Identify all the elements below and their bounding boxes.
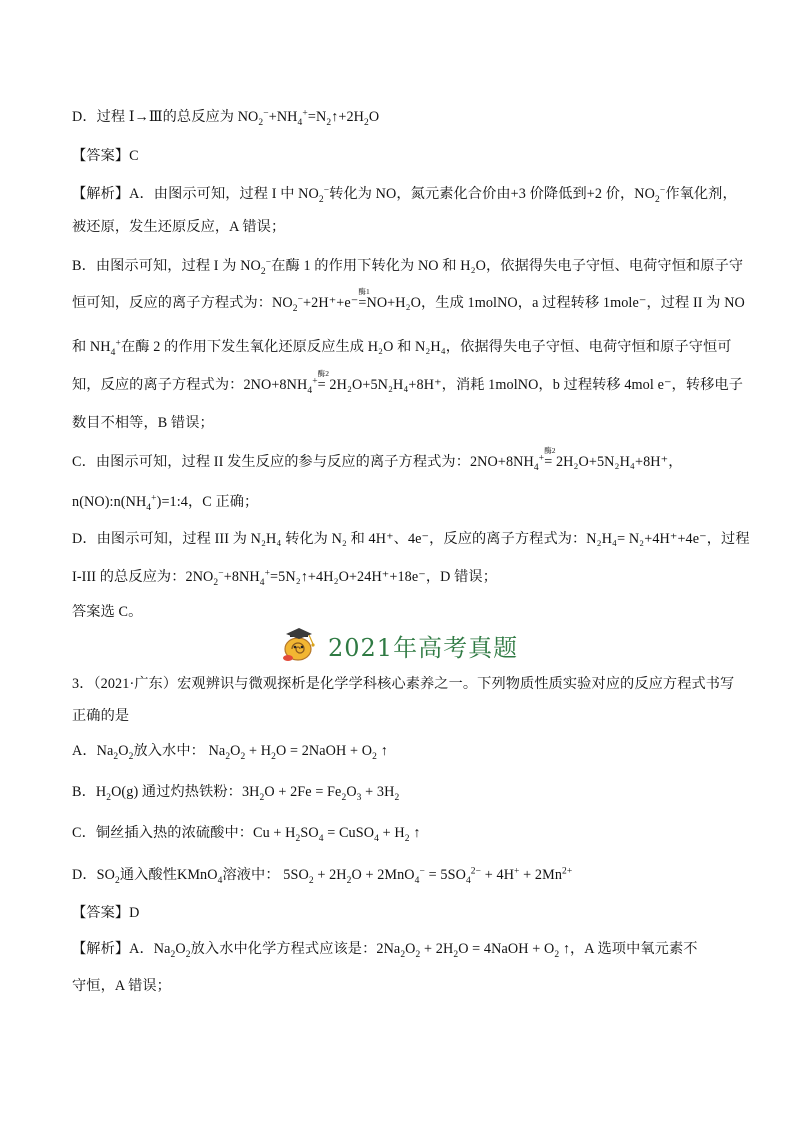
analysis-b-text-rest: 在酶 1 的作用下转化为 NO 和 H₂O，依据得失电子守恒、电荷守恒和原子守 xyxy=(271,258,744,274)
analysis-a-text-rest: 转化为 NO，氮元素化合价由+3 价降低到+2 价，NO xyxy=(329,186,655,202)
analysis-b-text: B．由图示可知，过程 I 为 NO xyxy=(72,258,261,274)
analysis-c2-text: n(NO):n(NH xyxy=(72,494,147,510)
q3-answer: 【答案】D xyxy=(72,905,140,921)
analysis-label: 【解析】 xyxy=(72,186,130,202)
answer-1: 【答案】C xyxy=(72,148,139,164)
section-title: 2021年高考真题 xyxy=(328,633,519,662)
analysis-b-line1: B．由图示可知，过程 I 为 $NO_2^-$在酶 1 的作用下转化为 NO 和 H₂O，依据得失电子守恒、电荷守恒和原子守 xyxy=(72,257,744,277)
q3-analysis-line1: 【解析】A．$Na_2O_2$放入水中化学方程式应该是：$2Na_2O_2 + 2H_2O$ = 4NaOH + $O_2$ ↑，A 选项中氧元素不 xyxy=(72,941,698,960)
analysis-a-text-end: 作氧化剂， xyxy=(665,186,737,202)
analysis-b3-rest: 在酶 2 的作用下发生氧化还原反应生成 H₂O 和 N₂H₄，依据得失电子守恒、电荷守恒和原子守恒可 xyxy=(120,339,732,355)
analysis-c2-rest: )=1:4，C 正确； xyxy=(156,494,259,510)
option-c-label: C．铜丝插入热的浓硫酸中： xyxy=(72,825,254,841)
analysis-b-line4: 知，反应的离子方程式为：$2NO+8NH_4^+$ 酶2 = 2H₂O+5N₂H₄+8H⁺，消耗 1molNO，b 过程转移 4mol e⁻，转移电子 xyxy=(72,369,743,396)
q3-analysis-line2: 守恒，A 错误； xyxy=(72,978,171,994)
analysis-b2-rest: NO+H₂O，生成 1molNO，a 过程转移 1mole⁻，过程 II 为 NO xyxy=(366,295,745,311)
analysis-c-text: C．由图示可知，过程 II 发生反应的参与反应的离子方程式为：2NO+8NH xyxy=(72,454,534,470)
analysis-d-line2: I-III 的总反应为：$2NO_2^-+8NH_4^+=5N_2↑+4H_2O+24H^++18e^-$，D 错误； xyxy=(72,568,498,588)
analysis-c-rest: 2H₂O+5N₂H₄+8H⁺， xyxy=(555,454,683,470)
q3-stem-line1: 3．（2021·广东）宏观辨识与微观探析是化学学科核心素养之一。下列物质性质实验对应的反应方程式书写 xyxy=(72,676,735,692)
q3-analysis-a-text: 放入水中化学方程式应该是： xyxy=(190,941,377,957)
analysis-b-line3: 和 $NH_4^+$在酶 2 的作用下发生氧化还原反应生成 H₂O 和 N₂H₄，依据得失电子守恒、电荷守恒和原子守恒可 xyxy=(72,338,732,358)
q3-analysis-label: 【解析】 xyxy=(72,941,130,957)
enzyme1-label: 酶1 xyxy=(358,287,370,296)
enzyme2-equals-c: 酶2 = xyxy=(544,446,556,470)
option-d-text2: 溶液中： xyxy=(222,867,280,883)
q3-analysis-a-rest: ，A 选项中氧元素不 xyxy=(570,941,698,957)
analysis-c-line1: C．由图示可知，过程 II 发生反应的参与反应的离子方程式为：$2NO+8NH_4^+$ 酶2 = 2H₂O+5N₂H₄+8H⁺， xyxy=(72,446,683,473)
option-a-text: 放入水中： xyxy=(133,743,205,759)
analysis-b3-text: 和 NH xyxy=(72,339,111,355)
answer-choice-c: 答案选 C。 xyxy=(72,604,143,620)
analysis-d-line1: D．由图示可知，过程 III 为 N₂H₄ 转化为 N₂ 和 4H⁺、4e⁻，反应的离子方程式为：N₂H₄= N₂+4H⁺+4e⁻，过程 xyxy=(72,531,750,547)
option-d-line: D．过程 Ⅰ→Ⅲ的总反应为 $NO_2^-+NH_4^+=N_2↑+2H_2O$ xyxy=(72,108,380,128)
analysis-b4-rest: 2H₂O+5N₂H₄+8H⁺，消耗 1molNO，b 过程转移 4mol e⁻，转移电子 xyxy=(329,377,743,393)
option-d-text: 通入酸性 xyxy=(119,867,177,883)
enzyme2-label: 酶2 xyxy=(317,369,330,378)
analysis-a-line2: 被还原，发生还原反应，A 错误； xyxy=(72,219,286,235)
analysis-d2-rest: =5N₂↑+4H₂O+24H⁺+18e⁻，D 错误； xyxy=(270,569,498,585)
analysis-d2-mid: +8NH xyxy=(223,569,260,585)
analysis-a-line1: 【解析】A．由图示可知，过程 I 中 $NO_2^-$转化为 NO，氮元素化合价由+3 价降低到+2 价，$NO_2^-$作氧化剂， xyxy=(72,185,737,205)
analysis-a-text: A．由图示可知，过程 I 中 NO xyxy=(129,186,319,202)
option-d-label: D． xyxy=(72,867,97,883)
q3-option-a: A．$Na_2O_2$放入水中： $Na_2O_2 + H_2O$ = 2NaOH + $O_2$ ↑ xyxy=(72,743,388,762)
mascot-logo-icon xyxy=(280,627,320,663)
enzyme2-equals: 酶2 = xyxy=(317,369,330,393)
option-d-text: D．过程 Ⅰ→Ⅲ的总反应为 NO xyxy=(72,109,259,125)
analysis-b4-text: 知，反应的离子方程式为：2NO+8NH xyxy=(72,377,308,393)
q3-option-c: C．铜丝插入热的浓硫酸中：$Cu + H_2SO_4$ = CuSO$_4$ + $H_2$ ↑ xyxy=(72,825,421,844)
enzyme1-equals: 酶1 = xyxy=(358,287,370,311)
analysis-b-line2: 恒可知，反应的离子方程式为：$NO_2^-+2H^++e^-$ 酶1 =NO+H₂O，生成 1molNO，a 过程转移 1mole⁻，过程 II 为 NO xyxy=(72,287,745,314)
option-b-label: B． xyxy=(72,784,96,800)
section-heading xyxy=(280,625,518,665)
q3-option-d: D．$SO_2$通入酸性KMnO$_4$溶液中： $5SO_2 + 2H_2O + 2MnO_4^- = 5SO_4^{2-} + 4H^+ + 2Mn^{2+}$ xyxy=(72,866,573,886)
option-b-text: 通过灼热铁粉： xyxy=(141,784,242,800)
q3-option-b: B．$H_2O(g)$ 通过灼热铁粉：$3H_2O + 2Fe = Fe_2O_3 + 3H_2$ xyxy=(72,784,400,803)
analysis-b2-text: 恒可知，反应的离子方程式为：NO xyxy=(72,295,293,311)
q3-analysis-a: A． xyxy=(129,941,154,957)
analysis-d2-text: I-III 的总反应为：2NO xyxy=(72,569,214,585)
analysis-b-line5: 数目不相等，B 错误； xyxy=(72,415,214,431)
q3-stem-line2: 正确的是 xyxy=(72,708,130,724)
option-a-label: A． xyxy=(72,743,97,759)
enzyme2-label-c: 酶2 xyxy=(544,446,556,455)
analysis-b2-mid: +2H⁺+e⁻ xyxy=(303,295,359,311)
analysis-c-line2: $n(NO):n(NH_4^+)=1:4$，C 正确； xyxy=(72,493,259,513)
